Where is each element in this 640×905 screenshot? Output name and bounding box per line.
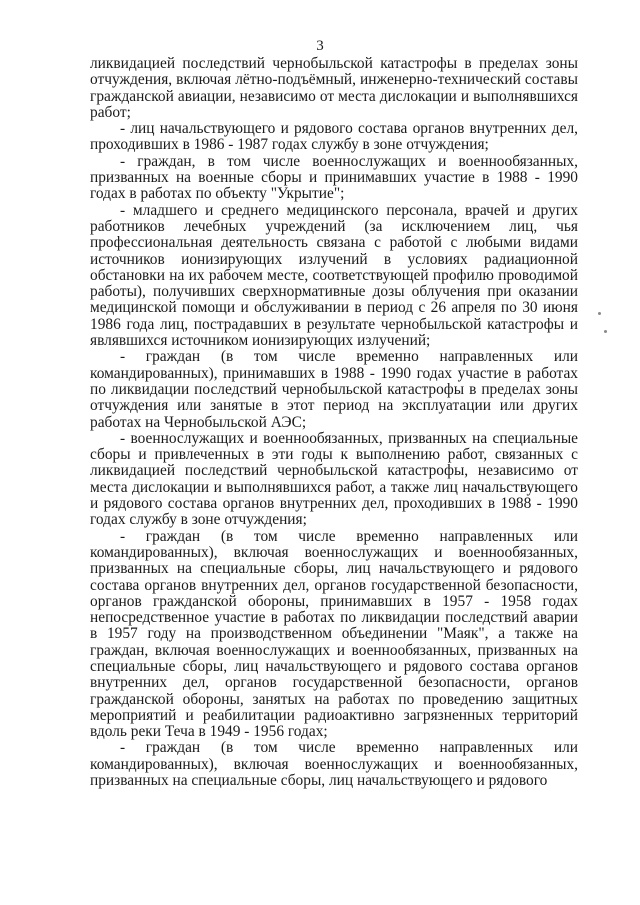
- paragraph-continuation: ликвидацией последствий чернобыльской катастрофы в пределах зоны отчуждения, включая лётно-подъёмный, инженерно-технический составы гражданской авиации, независимо от места дислокации и выполнявшихся работ;: [90, 55, 578, 121]
- scan-speck: [604, 330, 607, 333]
- list-item-medical-staff: - младшего и среднего медицинского персонала, врачей и других работников лечебных учреждений (за исключением лиц, чья профессиональная деятельность связана с работой с любыми видами источников ионизирующих излучений в условиях радиационной обстановки на их рабочем месте, соответствующей профилю проводимой работы), получивших сверхнормативные дозы облучения при оказании медицинской помощи и обслуживании в период с 26 апреля по 30 июня 1986 года лиц, пострадавших в результате чернобыльской катастрофы и являвшихся источником ионизирующих излучений;: [90, 201, 578, 350]
- list-item-continued: - граждан (в том числе временно направленных или командированных), включая военнослужащих и военнообязанных, призванных на специальные сборы, лиц начальствующего и рядового: [90, 739, 578, 790]
- list-item-chernobyl-1988-1990: - граждан (в том числе временно направленных или командированных), принимавших в 1988 - 1990 годах участие в работах по ликвидации последствий чернобыльской катастрофы в пределах зоны отчуждения или занятые в этот период на эксплуатации или других работах на Чернобыльской АЭС;: [90, 348, 578, 431]
- page-number: 3: [316, 38, 324, 54]
- list-item-internal-affairs-1986: - лиц начальствующего и рядового состава органов внутренних дел, проходивших в 1986 - 1987 годах службу в зоне отчуждения;: [90, 120, 578, 154]
- list-item-ukrytie-works: - граждан, в том числе военнослужащих и военнообязанных, призванных на военные сборы и принимавших участие в 1988 - 1990 годах в работах по объекту "Укрытие";: [90, 152, 578, 203]
- document-body: [90, 56, 578, 789]
- list-item-mayak-techa: - граждан (в том числе временно направленных или командированных), включая военнослужащих и военнообязанных, призванных на специальные сборы, лиц начальствующего и рядового состава органов внутренних дел, органов государственной безопасности, органов гражданской обороны, принимавших в 1957 - 1958 годах непосредственное участие в работах по ликвидации последствий аварии в 1957 году на производственном объединении "Маяк", а также на граждан, включая военнослужащих и военнообязанных, призванных на специальные сборы, лиц начальствующего и рядового состава органов внутренних дел, органов государственной безопасности, органов гражданской обороны, занятых на работах по проведению защитных мероприятий и реабилитации радиоактивно загрязненных территорий вдоль реки Теча в 1949 - 1956 годах;: [90, 527, 578, 741]
- list-item-military-special-training: - военнослужащих и военнообязанных, призванных на специальные сборы и привлеченных в эти годы к выполнению работ, связанных с ликвидацией последствий чернобыльской катастрофы, независимо от места дислокации и выполнявшихся работ, а также лиц начальствующего и рядового состава органов внутренних дел, проходивших в 1988 - 1990 годах службу в зоне отчуждения;: [90, 429, 578, 529]
- scan-speck: [598, 312, 601, 315]
